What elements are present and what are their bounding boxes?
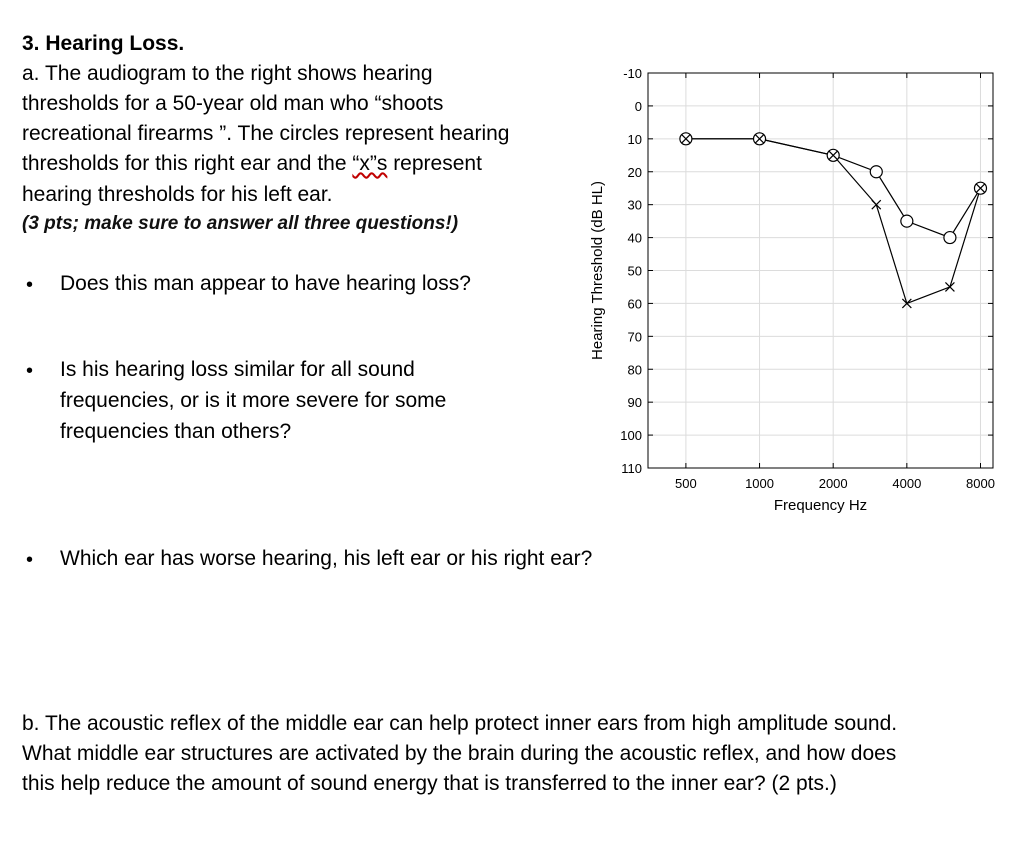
y-tick-label: -10: [623, 66, 642, 81]
part-b-line-1: b. The acoustic reflex of the middle ear can help protect inner ears from high amplitude sound.: [22, 712, 898, 735]
question-2-line-3: frequencies than others?: [60, 420, 292, 443]
question-1-line-1: Does this man appear to have hearing loss?: [60, 272, 471, 295]
part-a-line-3: recreational firearms ”. The circles represent hearing: [22, 122, 510, 145]
y-tick-label: 20: [627, 164, 642, 180]
y-axis-label: Hearing Threshold (dB HL): [589, 181, 606, 360]
y-tick-label: 90: [627, 395, 642, 411]
part-a-line-5: hearing thresholds for his left ear.: [22, 183, 333, 206]
x-tick-label: 8000: [966, 476, 995, 491]
y-tick-label: 30: [627, 197, 642, 213]
x-axis-label: Frequency Hz: [773, 497, 868, 514]
x-tick-label: 1000: [745, 476, 775, 491]
question-2-line-1: Is his hearing loss similar for all sound: [60, 358, 415, 381]
y-tick-label: 80: [627, 362, 642, 378]
bullet-marker-3: •: [26, 549, 34, 571]
x-axis-ticks: [675, 73, 995, 491]
grid: [648, 73, 993, 468]
part-b-line-2: What middle ear structures are activated by the brain during the acoustic reflex, and how does: [22, 742, 897, 765]
audiogram-chart: [588, 60, 998, 520]
x-tick-label: 4000: [892, 476, 922, 491]
y-tick-label: 0: [634, 98, 642, 114]
y-tick-label: 60: [627, 296, 642, 312]
y-tick-label: 50: [627, 263, 642, 279]
y-tick-label: 110: [621, 461, 642, 476]
x-tick-label: 2000: [818, 476, 848, 491]
part-a-line-1: a. The audiogram to the right shows hearing: [22, 62, 433, 85]
part-a-line-4: thresholds for this right ear and the “x”s represent: [22, 152, 482, 175]
y-tick-label: 100: [620, 428, 642, 444]
bullet-marker-1: •: [26, 274, 34, 296]
data-point-circle: [870, 166, 882, 178]
data-point-circle: [901, 215, 913, 227]
x-tick-label: 500: [675, 476, 697, 491]
data-point-circle: [944, 232, 956, 244]
part-b-line-3: this help reduce the amount of sound energy that is transferred to the inner ear? (2 pts.): [22, 772, 837, 795]
y-tick-label: 10: [627, 131, 642, 147]
bullet-marker-2: •: [26, 360, 34, 382]
y-tick-label: 40: [627, 230, 642, 246]
points-note: (3 pts; make sure to answer all three questions!): [22, 213, 459, 234]
part-a-line-2: thresholds for a 50-year old man who “shoots: [22, 92, 444, 115]
squiggle-word: “x”s: [352, 152, 388, 175]
question-heading: 3. Hearing Loss.: [22, 32, 185, 55]
y-tick-label: 70: [627, 329, 642, 345]
question-2-line-2: frequencies, or is it more severe for some: [60, 389, 447, 412]
data-point-x: [945, 282, 954, 291]
question-3-line-1: Which ear has worse hearing, his left ear or his right ear?: [60, 547, 593, 570]
